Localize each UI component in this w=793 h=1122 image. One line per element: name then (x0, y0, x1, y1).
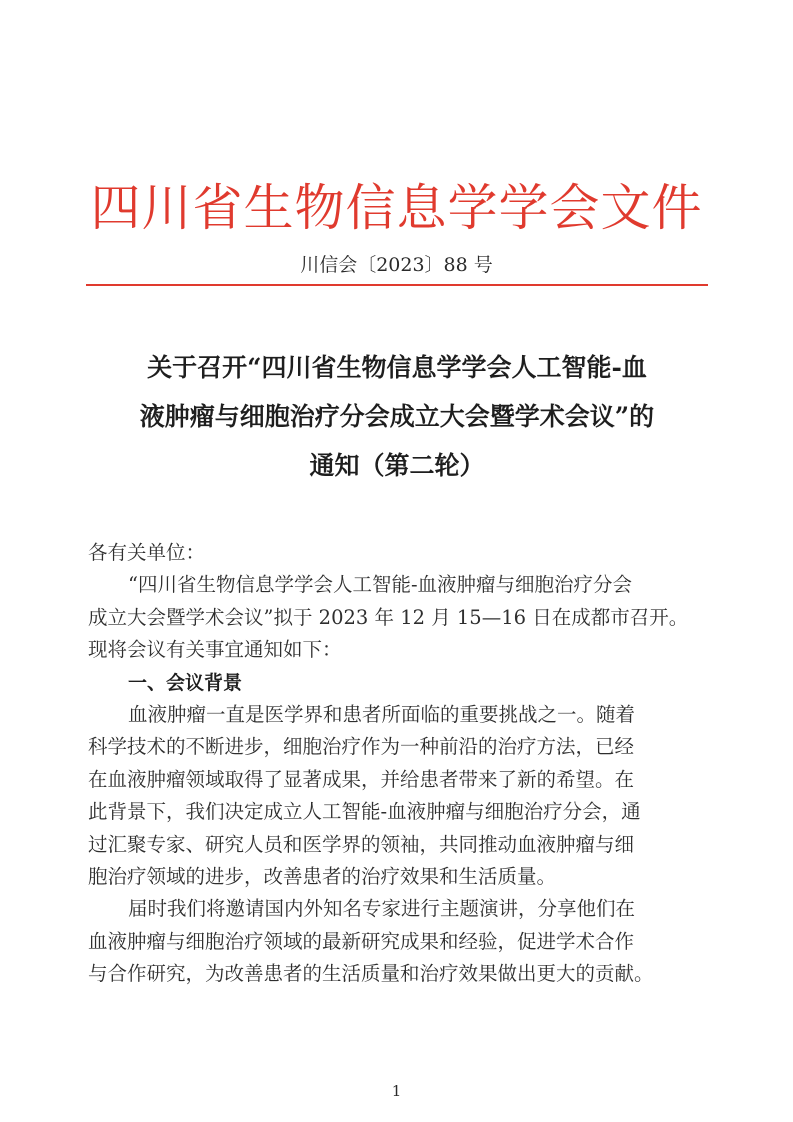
notice-title-line: 液肿瘤与细胞治疗分会成立大会暨学术会议”的 (139, 402, 655, 431)
salutation: 各有关单位： (88, 541, 206, 564)
paragraph-line: 与合作研究，为改善患者的生活质量和治疗效果做出更大的贡献。 (88, 962, 654, 986)
notice-title-line: 关于召开“四川省生物信息学学会人工智能-血 (147, 353, 647, 382)
notice-title-line: 通知（第二轮） (309, 451, 485, 480)
document-number: 川信会〔2023〕88 号 (300, 254, 493, 276)
page-number: 1 (391, 1082, 402, 1100)
paragraph-line: 过汇聚专家、研究人员和医学界的领袖，共同推动血液肿瘤与细 (88, 832, 635, 856)
paragraph-line: 胞治疗领域的进步，改善患者的治疗效果和生活质量。 (88, 864, 557, 888)
section-heading: 一、会议背景 (128, 671, 243, 694)
notice-body (88, 537, 700, 990)
paragraph-line: 血液肿瘤一直是医学界和患者所面临的重要挑战之一。随着 (128, 702, 636, 726)
intro-line: 成立大会暨学术会议”拟于 2023 年 12 月 15—16 日在成都市召开。 (88, 605, 689, 629)
org-header-title: 四川省生物信息学学会文件 (90, 179, 703, 237)
paragraph-line: 血液肿瘤与细胞治疗领域的最新研究成果和经验，促进学术合作 (88, 929, 635, 953)
paragraph-line: 此背景下，我们决定成立人工智能-血液肿瘤与细胞治疗分会，通 (88, 800, 641, 824)
intro-line: “四川省生物信息学学会人工智能-血液肿瘤与细胞治疗分会 (128, 573, 633, 597)
paragraph-line: 科学技术的不断进步，细胞治疗作为一种前沿的治疗方法，已经 (88, 735, 635, 759)
red-divider-line (86, 284, 708, 286)
notice-title (88, 343, 706, 490)
paragraph-line: 在血液肿瘤领域取得了显著成果，并给患者带来了新的希望。在 (88, 767, 635, 791)
intro-line: 现将会议有关事宜通知如下： (88, 638, 342, 662)
paragraph-line: 届时我们将邀请国内外知名专家进行主题演讲，分享他们在 (128, 897, 636, 921)
